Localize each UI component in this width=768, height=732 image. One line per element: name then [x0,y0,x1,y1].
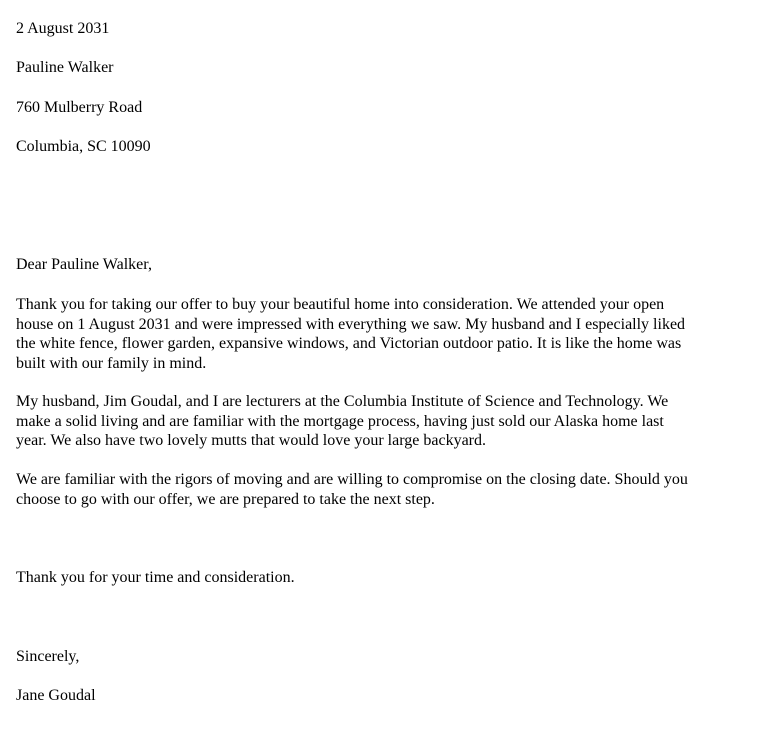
letter-date: 2 August 2031 [16,20,110,37]
body-paragraph-1 [16,295,746,373]
paragraph-line: choose to go with our offer, we are prepared to take the next step. [16,490,435,508]
paragraph-line: house on 1 August 2031 and were impressed with everything we saw. My husband and I especially liked [16,315,686,333]
recipient-name: Pauline Walker [16,59,114,76]
paragraph-line: make a solid living and are familiar with the mortgage process, having just sold our Alaska home last [16,412,664,430]
paragraph-line: year. We also have two lovely mutts that would love your large backyard. [16,432,486,449]
body-paragraph-2 [16,392,746,451]
paragraph-line: My husband, Jim Goudal, and I are lecturers at the Columbia Institute of Science and Technology. We [16,393,669,410]
salutation: Dear Pauline Walker, [16,256,152,273]
paragraph-line: We are familiar with the rigors of moving and are willing to compromise on the closing date. Should you [16,471,688,488]
thanks-line: Thank you for your time and consideration. [16,569,295,586]
signature-name: Jane Goudal [16,687,96,704]
paragraph-line: built with our family in mind. [16,354,207,372]
body-paragraph-3 [16,470,746,509]
recipient-city-state-zip: Columbia, SC 10090 [16,138,151,155]
paragraph-line: Thank you for taking our offer to buy your beautiful home into consideration. We attended your open [16,296,665,313]
closing: Sincerely, [16,648,80,665]
recipient-street: 760 Mulberry Road [16,99,143,116]
paragraph-line: the white fence, flower garden, expansive windows, and Victorian outdoor patio. It is like the home was [16,335,682,352]
